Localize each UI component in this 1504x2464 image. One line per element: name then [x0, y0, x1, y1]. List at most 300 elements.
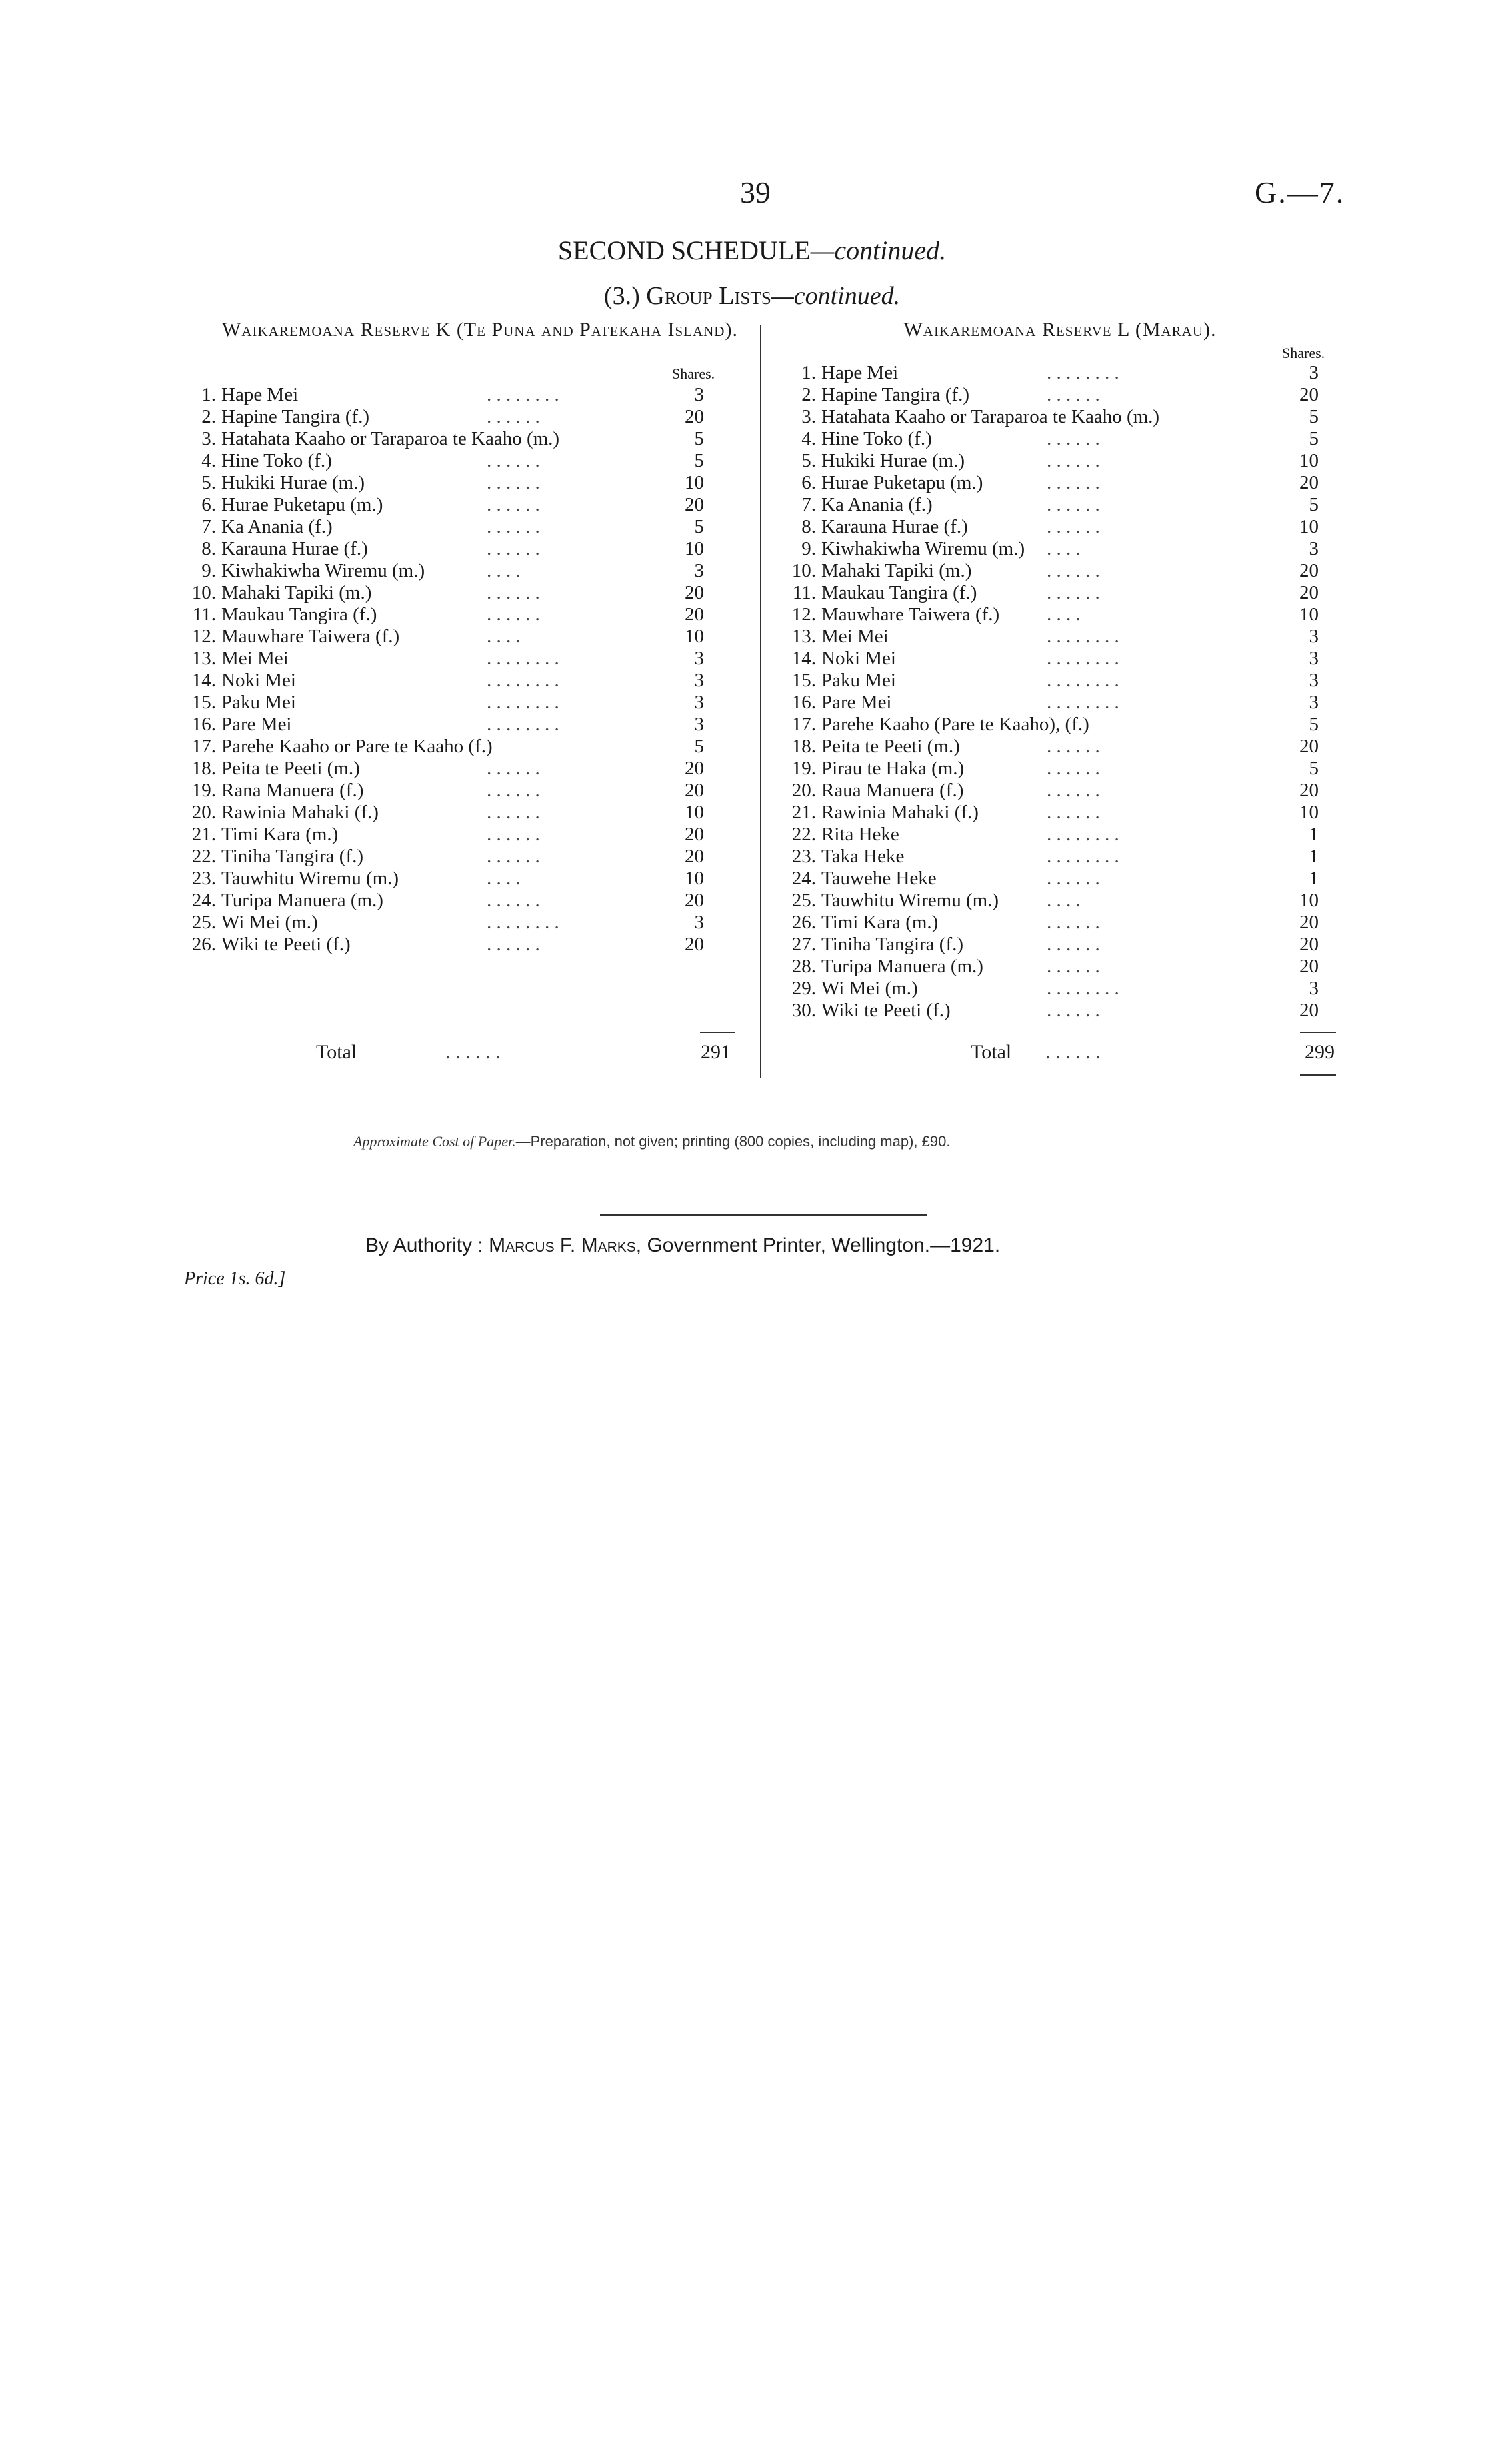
- authority-suffix: , Government Printer, Wellington.—1921.: [635, 1234, 1001, 1256]
- entry-name: Noki Mei: [821, 648, 896, 669]
- leader-dots: . . . .: [487, 626, 521, 647]
- leader-dots: . . . . . .: [487, 538, 540, 559]
- leader-dots: . . . . . . . .: [487, 648, 559, 669]
- list-item: [773, 406, 1347, 428]
- entry-shares: 5: [694, 428, 704, 449]
- entry-name: Tauwehe Heke: [821, 868, 937, 889]
- list-item: [773, 802, 1347, 824]
- entry-number: 22.: [191, 846, 216, 867]
- leader-dots: . . . .: [487, 868, 521, 889]
- leader-dots: . . . . . .: [487, 802, 540, 823]
- entry-number: 26.: [791, 912, 816, 933]
- list-item: [173, 890, 747, 912]
- list-item: [773, 912, 1347, 934]
- entry-name: Rana Manuera (f.): [221, 780, 364, 801]
- entry-name: Mei Mei: [821, 626, 889, 647]
- entry-number: 10.: [191, 582, 216, 603]
- entry-number: 3.: [201, 428, 216, 449]
- list-item: [773, 956, 1347, 978]
- list-item: [173, 802, 747, 824]
- entry-name: Rawinia Mahaki (f.): [221, 802, 379, 823]
- entry-shares: 3: [1309, 670, 1319, 691]
- entry-number: 19.: [191, 780, 216, 801]
- schedule-title-text: SECOND SCHEDULE: [557, 235, 811, 265]
- entry-name: Tauwhitu Wiremu (m.): [821, 890, 999, 911]
- list-item: [773, 538, 1347, 560]
- entry-name: Wiki te Peeti (f.): [221, 934, 351, 955]
- list-item: [773, 494, 1347, 516]
- list-item: [173, 780, 747, 802]
- entry-name: Ka Anania (f.): [221, 516, 333, 537]
- entry-shares: 20: [685, 758, 704, 779]
- entry-number: 3.: [801, 406, 816, 427]
- entry-shares: 10: [1299, 516, 1319, 537]
- entry-name: Noki Mei: [221, 670, 296, 691]
- schedule-title: [0, 235, 1504, 266]
- authority-rule: [600, 1214, 927, 1216]
- right-group-list: [773, 362, 1347, 1022]
- list-item: [773, 978, 1347, 1000]
- left-group-list: [173, 384, 747, 956]
- list-item: [773, 934, 1347, 956]
- entry-shares: 1: [1309, 846, 1319, 867]
- entry-number: 9.: [801, 538, 816, 559]
- entry-name: Hape Mei: [821, 362, 899, 383]
- authority-prefix: By Authority :: [365, 1234, 483, 1256]
- entry-number: 8.: [801, 516, 816, 537]
- entry-number: 20.: [191, 802, 216, 823]
- list-item: [173, 714, 747, 736]
- entry-shares: 5: [1309, 428, 1319, 449]
- entry-shares: 1: [1309, 868, 1319, 889]
- entry-number: 17.: [791, 714, 816, 735]
- entry-number: 17.: [191, 736, 216, 757]
- entry-number: 20.: [791, 780, 816, 801]
- right-total-rule-top: [1300, 1032, 1336, 1033]
- entry-shares: 10: [685, 868, 704, 889]
- entry-name: Ka Anania (f.): [821, 494, 933, 515]
- authority-line: [365, 1234, 1000, 1257]
- list-item: [173, 912, 747, 934]
- leader-dots: . . . . . .: [487, 824, 540, 845]
- entry-name: Hapine Tangira (f.): [221, 406, 370, 427]
- entry-shares: 3: [694, 384, 704, 405]
- list-item: [173, 406, 747, 428]
- entry-name: Kiwhakiwha Wiremu (m.): [221, 560, 425, 581]
- entry-number: 8.: [201, 538, 216, 559]
- entry-shares: 3: [694, 714, 704, 735]
- list-item: [173, 604, 747, 626]
- entry-shares: 20: [1299, 560, 1319, 581]
- leader-dots: . . . . . .: [487, 406, 540, 427]
- entry-number: 5.: [801, 450, 816, 471]
- left-total-rule: [700, 1032, 735, 1033]
- entry-name: Maukau Tangira (f.): [221, 604, 377, 625]
- leader-dots: . . . . . .: [1047, 494, 1100, 515]
- leader-dots: . . . . . . . .: [1047, 626, 1119, 647]
- entry-shares: 5: [1309, 494, 1319, 515]
- list-item: [773, 428, 1347, 450]
- entry-name: Taka Heke: [821, 846, 905, 867]
- leader-dots: . . . . . . . .: [487, 692, 559, 713]
- entry-shares: 20: [1299, 736, 1319, 757]
- leader-dots: . . . . . . . .: [487, 714, 559, 735]
- leader-dots: . . . . . .: [1047, 868, 1100, 889]
- entry-shares: 3: [1309, 538, 1319, 559]
- entry-number: 2.: [201, 406, 216, 427]
- entry-number: 1.: [201, 384, 216, 405]
- list-item: [773, 582, 1347, 604]
- leader-dots: . . . . . . . .: [487, 912, 559, 933]
- entry-name: Timi Kara (m.): [821, 912, 939, 933]
- leader-dots: . . . . . .: [487, 780, 540, 801]
- entry-shares: 10: [1299, 802, 1319, 823]
- entry-number: 11.: [192, 604, 216, 625]
- list-item: [773, 758, 1347, 780]
- column-divider: [760, 325, 761, 1078]
- entry-shares: 20: [685, 780, 704, 801]
- list-item: [773, 824, 1347, 846]
- entry-shares: 3: [1309, 648, 1319, 669]
- group-lists-suffix: —continued.: [771, 282, 901, 310]
- entry-name: Kiwhakiwha Wiremu (m.): [821, 538, 1025, 559]
- entry-number: 15.: [791, 670, 816, 691]
- list-item: [173, 868, 747, 890]
- entry-name: Rita Heke: [821, 824, 899, 845]
- leader-dots: . . . . . . . .: [1047, 670, 1119, 691]
- list-item: [173, 824, 747, 846]
- entry-shares: 3: [1309, 978, 1319, 999]
- leader-dots: . . . . . .: [1047, 582, 1100, 603]
- list-item: [173, 934, 747, 956]
- entry-number: 1.: [801, 362, 816, 383]
- leader-dots: . . . . . .: [487, 516, 540, 537]
- leader-dots: . . . . . .: [1047, 912, 1100, 933]
- list-item: [173, 384, 747, 406]
- leader-dots: . . . . . .: [1047, 802, 1100, 823]
- entry-name: Tiniha Tangira (f.): [221, 846, 364, 867]
- leader-dots: . . . . . . . .: [487, 384, 559, 405]
- entry-name: Mauwhare Taiwera (f.): [221, 626, 400, 647]
- entry-shares: 20: [685, 824, 704, 845]
- list-item: [173, 450, 747, 472]
- entry-number: 2.: [801, 384, 816, 405]
- list-item: [773, 626, 1347, 648]
- entry-number: 7.: [201, 516, 216, 537]
- leader-dots: . . . . . .: [487, 494, 540, 515]
- list-item: [173, 560, 747, 582]
- list-item: [773, 604, 1347, 626]
- entry-shares: 20: [685, 604, 704, 625]
- leader-dots: . . . .: [1047, 604, 1081, 625]
- entry-shares: 1: [1309, 824, 1319, 845]
- entry-name: Mahaki Tapiki (m.): [221, 582, 372, 603]
- list-item: [173, 736, 747, 758]
- entry-number: 13.: [791, 626, 816, 647]
- entry-shares: 3: [694, 912, 704, 933]
- entry-number: 23.: [191, 868, 216, 889]
- entry-number: 12.: [191, 626, 216, 647]
- list-item: [773, 648, 1347, 670]
- right-total-value: 299: [1305, 1041, 1335, 1063]
- entry-shares: 20: [1299, 780, 1319, 801]
- printer-name: Marcus F. Marks: [489, 1234, 636, 1256]
- left-total-dots: . . . . . .: [445, 1041, 501, 1063]
- right-column-heading: Waikaremoana Reserve L (Marau).: [903, 319, 1217, 341]
- entry-shares: 20: [1299, 912, 1319, 933]
- leader-dots: . . . . . .: [1047, 1000, 1100, 1021]
- list-item: [773, 516, 1347, 538]
- entry-number: 21.: [791, 802, 816, 823]
- entry-shares: 20: [685, 846, 704, 867]
- entry-number: 4.: [801, 428, 816, 449]
- leader-dots: . . . . . .: [1047, 516, 1100, 537]
- entry-shares: 5: [1309, 406, 1319, 427]
- entry-name: Raua Manuera (f.): [821, 780, 964, 801]
- list-item: [173, 648, 747, 670]
- list-item: [773, 890, 1347, 912]
- entry-shares: 10: [685, 626, 704, 647]
- leader-dots: . . . . . .: [1047, 472, 1100, 493]
- list-item: [773, 670, 1347, 692]
- group-lists-text: (3.) Group Lists: [603, 282, 771, 310]
- entry-number: 26.: [191, 934, 216, 955]
- entry-shares: 20: [685, 582, 704, 603]
- entry-name: Pare Mei: [221, 714, 292, 735]
- entry-name: Timi Kara (m.): [221, 824, 339, 845]
- leader-dots: . . . . . . . .: [487, 670, 559, 691]
- list-item: [773, 714, 1347, 736]
- entry-shares: 5: [694, 516, 704, 537]
- leader-dots: . . . . . .: [1047, 560, 1100, 581]
- entry-number: 14.: [191, 670, 216, 691]
- entry-number: 7.: [801, 494, 816, 515]
- list-item: [173, 516, 747, 538]
- entry-number: 4.: [201, 450, 216, 471]
- entry-number: 22.: [791, 824, 816, 845]
- entry-name: Hatahata Kaaho or Taraparoa te Kaaho (m.): [221, 428, 560, 449]
- entry-shares: 10: [685, 472, 704, 493]
- entry-shares: 3: [694, 670, 704, 691]
- list-item: [173, 626, 747, 648]
- entry-number: 27.: [791, 934, 816, 955]
- entry-shares: 3: [694, 560, 704, 581]
- entry-shares: 20: [685, 934, 704, 955]
- leader-dots: . . . . . . . .: [1047, 846, 1119, 867]
- list-item: [173, 538, 747, 560]
- list-item: [773, 560, 1347, 582]
- entry-number: 11.: [792, 582, 816, 603]
- list-item: [773, 736, 1347, 758]
- leader-dots: . . . . . .: [1047, 780, 1100, 801]
- entry-name: Maukau Tangira (f.): [821, 582, 977, 603]
- entry-name: Hatahata Kaaho or Taraparoa te Kaaho (m.): [821, 406, 1160, 427]
- leader-dots: . . . .: [487, 560, 521, 581]
- entry-name: Tauwhitu Wiremu (m.): [221, 868, 399, 889]
- entry-name: Parehe Kaaho or Pare te Kaaho (f.): [221, 736, 493, 757]
- entry-name: Paku Mei: [221, 692, 296, 713]
- entry-name: Parehe Kaaho (Pare te Kaaho), (f.): [821, 714, 1089, 735]
- entry-number: 18.: [791, 736, 816, 757]
- leader-dots: . . . . . .: [1047, 934, 1100, 955]
- entry-number: 13.: [191, 648, 216, 669]
- leader-dots: . . . . . .: [487, 758, 540, 779]
- entry-name: Pirau te Haka (m.): [821, 758, 965, 779]
- right-total-rule-bottom: [1300, 1074, 1336, 1076]
- leader-dots: . . . . . .: [487, 934, 540, 955]
- entry-shares: 20: [1299, 1000, 1319, 1021]
- leader-dots: . . . . . . . .: [1047, 362, 1119, 383]
- list-item: [173, 670, 747, 692]
- entry-number: 12.: [791, 604, 816, 625]
- entry-number: 30.: [791, 1000, 816, 1021]
- entry-shares: 3: [1309, 692, 1319, 713]
- left-total-value: 291: [701, 1041, 731, 1063]
- entry-name: Rawinia Mahaki (f.): [821, 802, 979, 823]
- entry-number: 19.: [791, 758, 816, 779]
- list-item: [773, 692, 1347, 714]
- entry-shares: 5: [694, 450, 704, 471]
- entry-shares: 20: [1299, 384, 1319, 405]
- entry-name: Mei Mei: [221, 648, 289, 669]
- right-total-dots: . . . . . .: [1045, 1041, 1101, 1063]
- list-item: [773, 450, 1347, 472]
- entry-number: 9.: [201, 560, 216, 581]
- left-total-label: Total: [316, 1041, 357, 1063]
- entry-name: Hine Toko (f.): [221, 450, 332, 471]
- entry-shares: 20: [1299, 582, 1319, 603]
- entry-shares: 3: [1309, 626, 1319, 647]
- left-shares-label: Shares.: [672, 365, 715, 382]
- entry-name: Hurae Puketapu (m.): [221, 494, 383, 515]
- leader-dots: . . . . . .: [487, 582, 540, 603]
- leader-dots: . . . . . . . .: [1047, 692, 1119, 713]
- entry-number: 24.: [191, 890, 216, 911]
- page-number: 39: [740, 175, 771, 209]
- entry-name: Hukiki Hurae (m.): [821, 450, 965, 471]
- entry-name: Peita te Peeti (m.): [821, 736, 960, 757]
- leader-dots: . . . . . .: [487, 604, 540, 625]
- entry-shares: 20: [1299, 934, 1319, 955]
- list-item: [773, 472, 1347, 494]
- leader-dots: . . . . . .: [487, 472, 540, 493]
- entry-name: Hine Toko (f.): [821, 428, 932, 449]
- entry-name: Turipa Manuera (m.): [821, 956, 983, 977]
- entry-number: 25.: [791, 890, 816, 911]
- leader-dots: . . . . . . . .: [1047, 978, 1119, 999]
- entry-name: Pare Mei: [821, 692, 892, 713]
- list-item: [773, 846, 1347, 868]
- entry-name: Hukiki Hurae (m.): [221, 472, 365, 493]
- entry-shares: 3: [694, 648, 704, 669]
- entry-number: 25.: [191, 912, 216, 933]
- list-item: [773, 362, 1347, 384]
- left-column-heading: Waikaremoana Reserve K (Te Puna and Patekaha Island).: [222, 319, 738, 341]
- entry-number: 28.: [791, 956, 816, 977]
- entry-shares: 20: [1299, 956, 1319, 977]
- entry-number: 15.: [191, 692, 216, 713]
- entry-shares: 20: [685, 890, 704, 911]
- entry-shares: 10: [1299, 890, 1319, 911]
- entry-number: 6.: [201, 494, 216, 515]
- leader-dots: . . . . . . . .: [1047, 648, 1119, 669]
- entry-name: Hapine Tangira (f.): [821, 384, 970, 405]
- entry-shares: 5: [694, 736, 704, 757]
- entry-shares: 20: [685, 406, 704, 427]
- leader-dots: . . . . . .: [1047, 956, 1100, 977]
- document-reference: G.—7.: [1255, 175, 1345, 209]
- entry-shares: 10: [1299, 450, 1319, 471]
- leader-dots: . . . .: [1047, 538, 1081, 559]
- leader-dots: . . . . . .: [1047, 736, 1100, 757]
- entry-number: 5.: [201, 472, 216, 493]
- entry-number: 10.: [791, 560, 816, 581]
- cost-note: [353, 1133, 950, 1150]
- entry-name: Tiniha Tangira (f.): [821, 934, 964, 955]
- cost-text: —Preparation, not given; printing (800 copies, including map), £90.: [515, 1133, 951, 1150]
- entry-shares: 5: [1309, 758, 1319, 779]
- entry-number: 29.: [791, 978, 816, 999]
- list-item: [173, 582, 747, 604]
- list-item: [773, 1000, 1347, 1022]
- list-item: [173, 846, 747, 868]
- entry-shares: 20: [685, 494, 704, 515]
- right-shares-label: Shares.: [1282, 345, 1325, 361]
- entry-name: Peita te Peeti (m.): [221, 758, 360, 779]
- entry-name: Wi Mei (m.): [221, 912, 318, 933]
- entry-name: Wiki te Peeti (f.): [821, 1000, 951, 1021]
- entry-shares: 10: [685, 802, 704, 823]
- list-item: [173, 494, 747, 516]
- entry-name: Karauna Hurae (f.): [221, 538, 368, 559]
- cost-label: Approximate Cost of Paper.: [353, 1133, 516, 1150]
- entry-shares: 3: [1309, 362, 1319, 383]
- leader-dots: . . . . . .: [1047, 758, 1100, 779]
- leader-dots: . . . . . .: [487, 846, 540, 867]
- entry-number: 6.: [801, 472, 816, 493]
- leader-dots: . . . . . .: [487, 450, 540, 471]
- entry-name: Paku Mei: [821, 670, 896, 691]
- entry-shares: 10: [685, 538, 704, 559]
- entry-number: 18.: [191, 758, 216, 779]
- list-item: [173, 692, 747, 714]
- schedule-title-suffix: —continued.: [810, 235, 947, 265]
- entry-name: Mauwhare Taiwera (f.): [821, 604, 1000, 625]
- group-lists-heading: [0, 281, 1504, 311]
- entry-shares: 20: [1299, 472, 1319, 493]
- list-item: [773, 868, 1347, 890]
- entry-number: 16.: [791, 692, 816, 713]
- leader-dots: . . . . . .: [487, 890, 540, 911]
- entry-number: 21.: [191, 824, 216, 845]
- entry-name: Karauna Hurae (f.): [821, 516, 968, 537]
- list-item: [173, 472, 747, 494]
- list-item: [173, 758, 747, 780]
- list-item: [773, 780, 1347, 802]
- leader-dots: . . . . . .: [1047, 450, 1100, 471]
- leader-dots: . . . . . .: [1047, 384, 1100, 405]
- entry-number: 24.: [791, 868, 816, 889]
- entry-shares: 10: [1299, 604, 1319, 625]
- leader-dots: . . . . . . . .: [1047, 824, 1119, 845]
- entry-number: 23.: [791, 846, 816, 867]
- entry-name: Wi Mei (m.): [821, 978, 918, 999]
- list-item: [173, 428, 747, 450]
- entry-name: Hurae Puketapu (m.): [821, 472, 983, 493]
- entry-number: 14.: [791, 648, 816, 669]
- entry-shares: 3: [694, 692, 704, 713]
- entry-name: Turipa Manuera (m.): [221, 890, 383, 911]
